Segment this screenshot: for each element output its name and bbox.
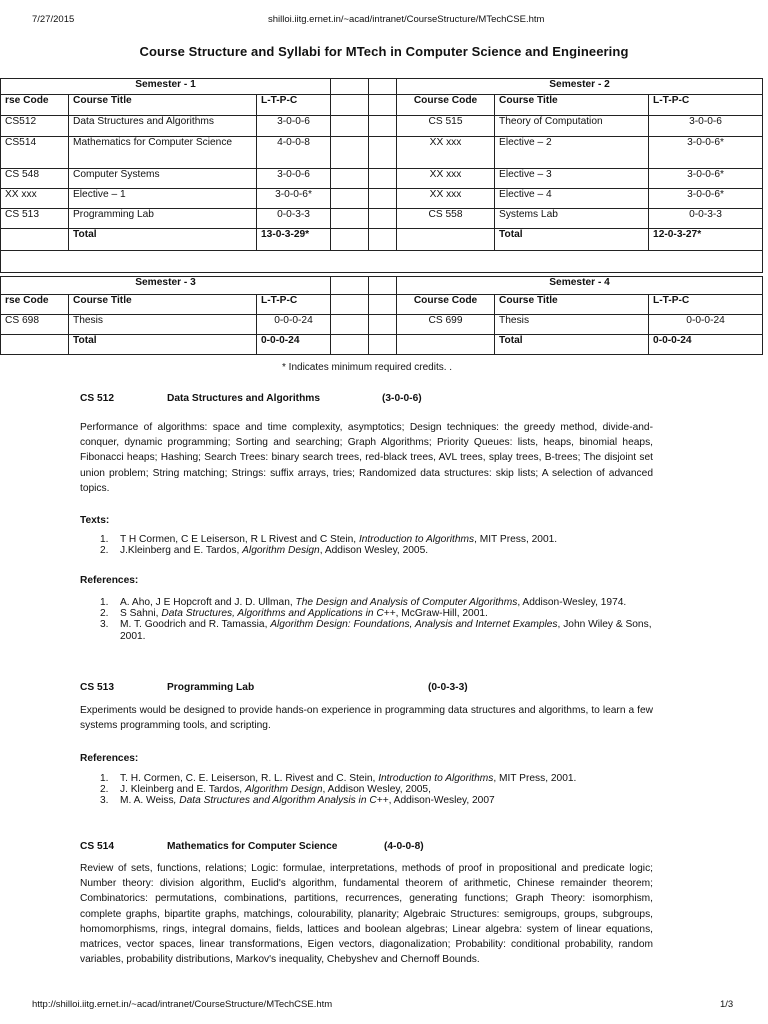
ref-title: Algorithm Design — [242, 545, 320, 557]
total-row — [1, 335, 763, 355]
spacer-cell — [369, 189, 397, 209]
header-course-title-2: Course Title — [495, 295, 649, 315]
list-item — [100, 773, 655, 784]
spacer-cell — [369, 137, 397, 169]
course-title-cell: Programming Lab — [69, 209, 257, 229]
total-label: Total — [495, 335, 649, 355]
header-course-code: rse Code — [1, 95, 69, 116]
total-label: Total — [495, 229, 649, 251]
spacer-cell — [331, 229, 369, 251]
ltpc-cell: 0-0-3-3 — [257, 209, 331, 229]
course-code-cell: CS 699 — [397, 315, 495, 335]
course-description-cs512: Performance of algorithms: space and time complexity, asymptotics; Design techniques: the greedy method, divide-and-conquer, dynamic programming; Sorting and searching; Graph Algorithms; Priority Queues: lists, heaps, binomial heaps, Fibonacci heaps; Hashing; Search Trees: binary search trees, red-black trees, AVL trees, splay trees, B-trees; The disjoint set union problem; String matching; Strings: suffix arrays, tries; Randomized data structures: skip lists; A selection of advanced topics. — [80, 422, 653, 494]
course-title-cell: Elective – 3 — [495, 169, 649, 189]
list-item — [100, 597, 655, 608]
references-heading: References: — [80, 575, 139, 586]
texts-heading: Texts: — [80, 515, 110, 526]
list-number: 2. — [100, 545, 109, 557]
course-code: CS 512 — [80, 393, 114, 404]
spacer-cell — [369, 335, 397, 355]
spacer-cell — [369, 229, 397, 251]
header-ltpc-2: L-T-P-C — [649, 95, 763, 116]
spacer-cell — [331, 277, 369, 295]
total-credits-sem4: 0-0-0-24 — [649, 335, 763, 355]
ref-authors: M. T. Goodrich and R. Tamassia, — [120, 619, 271, 631]
course-title-cell: Elective – 4 — [495, 189, 649, 209]
ref-authors: A. Aho, J E Hopcroft and J. D. Ullman, — [120, 597, 296, 608]
page-number: 1/3 — [720, 999, 734, 1010]
references-list — [100, 773, 655, 807]
spacer-cell — [331, 79, 369, 95]
course-code-cell: CS 515 — [397, 116, 495, 137]
spacer-cell — [369, 295, 397, 315]
course-code-cell: XX xxx — [397, 137, 495, 169]
ref-publisher: , Addison Wesley, 2005, — [322, 784, 431, 796]
total-credits-sem1: 13-0-3-29* — [257, 229, 331, 251]
semester-1-label: Semester - 1 — [1, 79, 331, 95]
course-name: Programming Lab — [167, 682, 255, 693]
course-ltpc: (3-0-0-6) — [382, 393, 422, 404]
spacer-cell — [369, 315, 397, 335]
course-code: CS 513 — [80, 682, 114, 693]
spacer-cell — [331, 295, 369, 315]
print-url: shilloi.iitg.ernet.in/~acad/intranet/CourseStructure/MTechCSE.htm — [268, 14, 545, 25]
ref-publisher: , MIT Press, 2001. — [493, 773, 577, 784]
texts-list — [100, 534, 660, 556]
course-title-cell: Data Structures and Algorithms — [69, 116, 257, 137]
ltpc-cell: 3-0-0-6* — [257, 189, 331, 209]
course-title-cell: Theory of Computation — [495, 116, 649, 137]
list-number: 1. — [100, 773, 109, 784]
course-title-cell: Mathematics for Computer Science — [69, 137, 257, 169]
list-number: 1. — [100, 597, 109, 608]
table-row — [1, 169, 763, 189]
course-code-cell: XX xxx — [397, 189, 495, 209]
spacer-cell — [369, 116, 397, 137]
spacer-cell — [331, 315, 369, 335]
course-code: CS 514 — [80, 841, 114, 852]
course-ltpc: (4-0-0-8) — [384, 841, 424, 852]
course-code-cell: CS 698 — [1, 315, 69, 335]
ltpc-cell: 3-0-0-6* — [649, 189, 763, 209]
course-name: Mathematics for Computer Science — [167, 841, 338, 852]
course-title-cell: Systems Lab — [495, 209, 649, 229]
total-label: Total — [69, 229, 257, 251]
list-item — [100, 608, 655, 619]
spacer-cell — [331, 335, 369, 355]
ref-title: Introduction to Algorithms — [378, 773, 494, 784]
spacer-cell — [369, 79, 397, 95]
course-code-cell: CS512 — [1, 116, 69, 137]
semester-1-2-table — [0, 78, 763, 273]
course-title-cell: Elective – 1 — [69, 189, 257, 209]
course-code-cell: XX xxx — [397, 169, 495, 189]
spacer-cell — [369, 277, 397, 295]
total-credits-sem2: 12-0-3-27* — [649, 229, 763, 251]
ltpc-cell: 0-0-3-3 — [649, 209, 763, 229]
semester-2-label: Semester - 2 — [397, 79, 763, 95]
ref-authors: J. Kleinberg and E. Tardos, — [120, 784, 245, 796]
ref-authors: J.Kleinberg and E. Tardos, — [120, 545, 243, 557]
header-course-code: rse Code — [1, 295, 69, 315]
list-item — [100, 795, 655, 806]
course-description-cs514: Review of sets, functions, relations; Logic: formulae, interpretations, methods of proof in propositional and predicate logic; Number theory: division algorithm, Euclid's algorithm, fundamental theorem of arithmetic, Chinese remainder theorem; Combinatorics: permutations, combinations, partitions, recurrences, generating functions; Graph Theory: isomorphism, complete graphs, bipartite graphs, matchings, colourability, planarity; Algebraic Structures: semigroups, groups, subgroups, homomorphisms, rings, integral domains, fields, lattices and boolean algebras; Linear algebra: system of linear equations, matrices, vector spaces, linear transformations, Eigen vectors, diagonalization; Probability: conditional probability, random variables, probability distributions, Markov's inequality, Chebyshev and Chernoff Bounds. — [80, 863, 653, 966]
table-row — [1, 315, 763, 335]
list-number: 2. — [100, 608, 109, 620]
ref-publisher: , MIT Press, 2001. — [474, 534, 558, 545]
course-title-cell: Thesis — [69, 315, 257, 335]
ref-title: The Design and Analysis of Computer Algorithms — [295, 597, 518, 608]
total-row — [1, 229, 763, 251]
ref-authors: T. H. Cormen, C. E. Leiserson, R. L. Rivest and C. Stein, — [120, 773, 379, 784]
ltpc-cell: 3-0-0-6 — [649, 116, 763, 137]
ref-authors: S Sahni, — [120, 608, 162, 620]
spacer-cell — [1, 335, 69, 355]
semester-3-label: Semester - 3 — [1, 277, 331, 295]
ltpc-cell: 3-0-0-6 — [257, 116, 331, 137]
ltpc-cell: 0-0-0-24 — [257, 315, 331, 335]
ref-publisher: , Addison-Wesley, 2007 — [388, 795, 495, 807]
header-course-code-2: Course Code — [397, 295, 495, 315]
spacer-row — [1, 251, 763, 273]
ltpc-cell: 3-0-0-6 — [257, 169, 331, 189]
course-name: Data Structures and Algorithms — [167, 393, 321, 404]
course-description-cs513: Experiments would be designed to provide hands-on experience in programming data structures and algorithms, to learn a few systems programming tools, and scripting. — [80, 705, 653, 732]
semester-3-4-table — [0, 276, 763, 355]
course-ltpc: (0-0-3-3) — [428, 682, 468, 693]
list-number: 3. — [100, 795, 109, 807]
ltpc-cell: 3-0-0-6* — [649, 137, 763, 169]
ref-title: Introduction to Algorithms — [358, 534, 475, 545]
spacer-cell — [369, 169, 397, 189]
header-ltpc: L-T-P-C — [257, 95, 331, 116]
credits-note: * Indicates minimum required credits. . — [282, 362, 453, 373]
print-footer-url: http://shilloi.iitg.ernet.in/~acad/intranet/CourseStructure/MTechCSE.htm — [32, 999, 333, 1010]
total-label: Total — [69, 335, 257, 355]
header-course-title-2: Course Title — [495, 95, 649, 116]
header-course-title: Course Title — [69, 295, 257, 315]
course-code-cell: CS514 — [1, 137, 69, 169]
list-number: 1. — [100, 534, 109, 545]
spacer-cell — [331, 137, 369, 169]
page-title: Course Structure and Syllabi for MTech in Computer Science and Engineering — [139, 44, 629, 59]
course-code-cell: CS 548 — [1, 169, 69, 189]
course-code-cell: XX xxx — [1, 189, 69, 209]
ref-authors: M. A. Weiss — [120, 795, 174, 807]
spacer-cell — [331, 209, 369, 229]
list-item — [100, 534, 660, 545]
header-ltpc: L-T-P-C — [257, 295, 331, 315]
list-item — [100, 545, 660, 556]
ref-title: Algorithm Design: Foundations, Analysis and Internet Examples — [270, 619, 558, 631]
spacer-cell — [1, 229, 69, 251]
spacer-cell — [331, 95, 369, 116]
list-number: 2. — [100, 784, 109, 796]
ref-publisher: , John Wiley & Sons, 2001. — [120, 619, 652, 642]
course-code-cell: CS 558 — [397, 209, 495, 229]
spacer-cell — [397, 229, 495, 251]
table-row — [1, 137, 763, 169]
spacer-cell — [397, 335, 495, 355]
ltpc-cell: 0-0-0-24 — [649, 315, 763, 335]
table-row — [1, 116, 763, 137]
spacer-cell — [331, 169, 369, 189]
ltpc-cell: 3-0-0-6* — [649, 169, 763, 189]
spacer-cell — [369, 209, 397, 229]
course-title-cell: Elective – 2 — [495, 137, 649, 169]
header-ltpc-2: L-T-P-C — [649, 295, 763, 315]
semester-4-label: Semester - 4 — [397, 277, 763, 295]
course-title-cell: Thesis — [495, 315, 649, 335]
references-heading: References: — [80, 753, 139, 764]
list-item — [100, 619, 655, 641]
total-credits-sem3: 0-0-0-24 — [257, 335, 331, 355]
course-code-cell: CS 513 — [1, 209, 69, 229]
ref-title: Algorithm Design — [244, 784, 323, 796]
spacer-cell — [331, 189, 369, 209]
ref-title: Data Structures, Algorithms and Applications in C++ — [161, 608, 396, 620]
spacer-cell — [369, 95, 397, 116]
ref-publisher: , Addison-Wesley, 1974. — [517, 597, 627, 608]
ref-publisher: , McGraw-Hill, 2001. — [395, 608, 488, 620]
course-title-cell: Computer Systems — [69, 169, 257, 189]
references-list — [100, 597, 655, 642]
header-course-title: Course Title — [69, 95, 257, 116]
spacer-cell — [331, 116, 369, 137]
ref-title: , Data Structures and Algorithm Analysis in C++ — [173, 795, 389, 807]
ref-authors: T H Cormen, C E Leiserson, R L Rivest and C Stein, — [120, 534, 359, 545]
list-number: 3. — [100, 619, 109, 631]
ltpc-cell: 4-0-0-8 — [257, 137, 331, 169]
header-course-code-2: Course Code — [397, 95, 495, 116]
table-row — [1, 189, 763, 209]
table-row — [1, 209, 763, 229]
print-date: 7/27/2015 — [32, 14, 75, 25]
ref-publisher: , Addison Wesley, 2005. — [319, 545, 429, 557]
list-item — [100, 784, 655, 795]
